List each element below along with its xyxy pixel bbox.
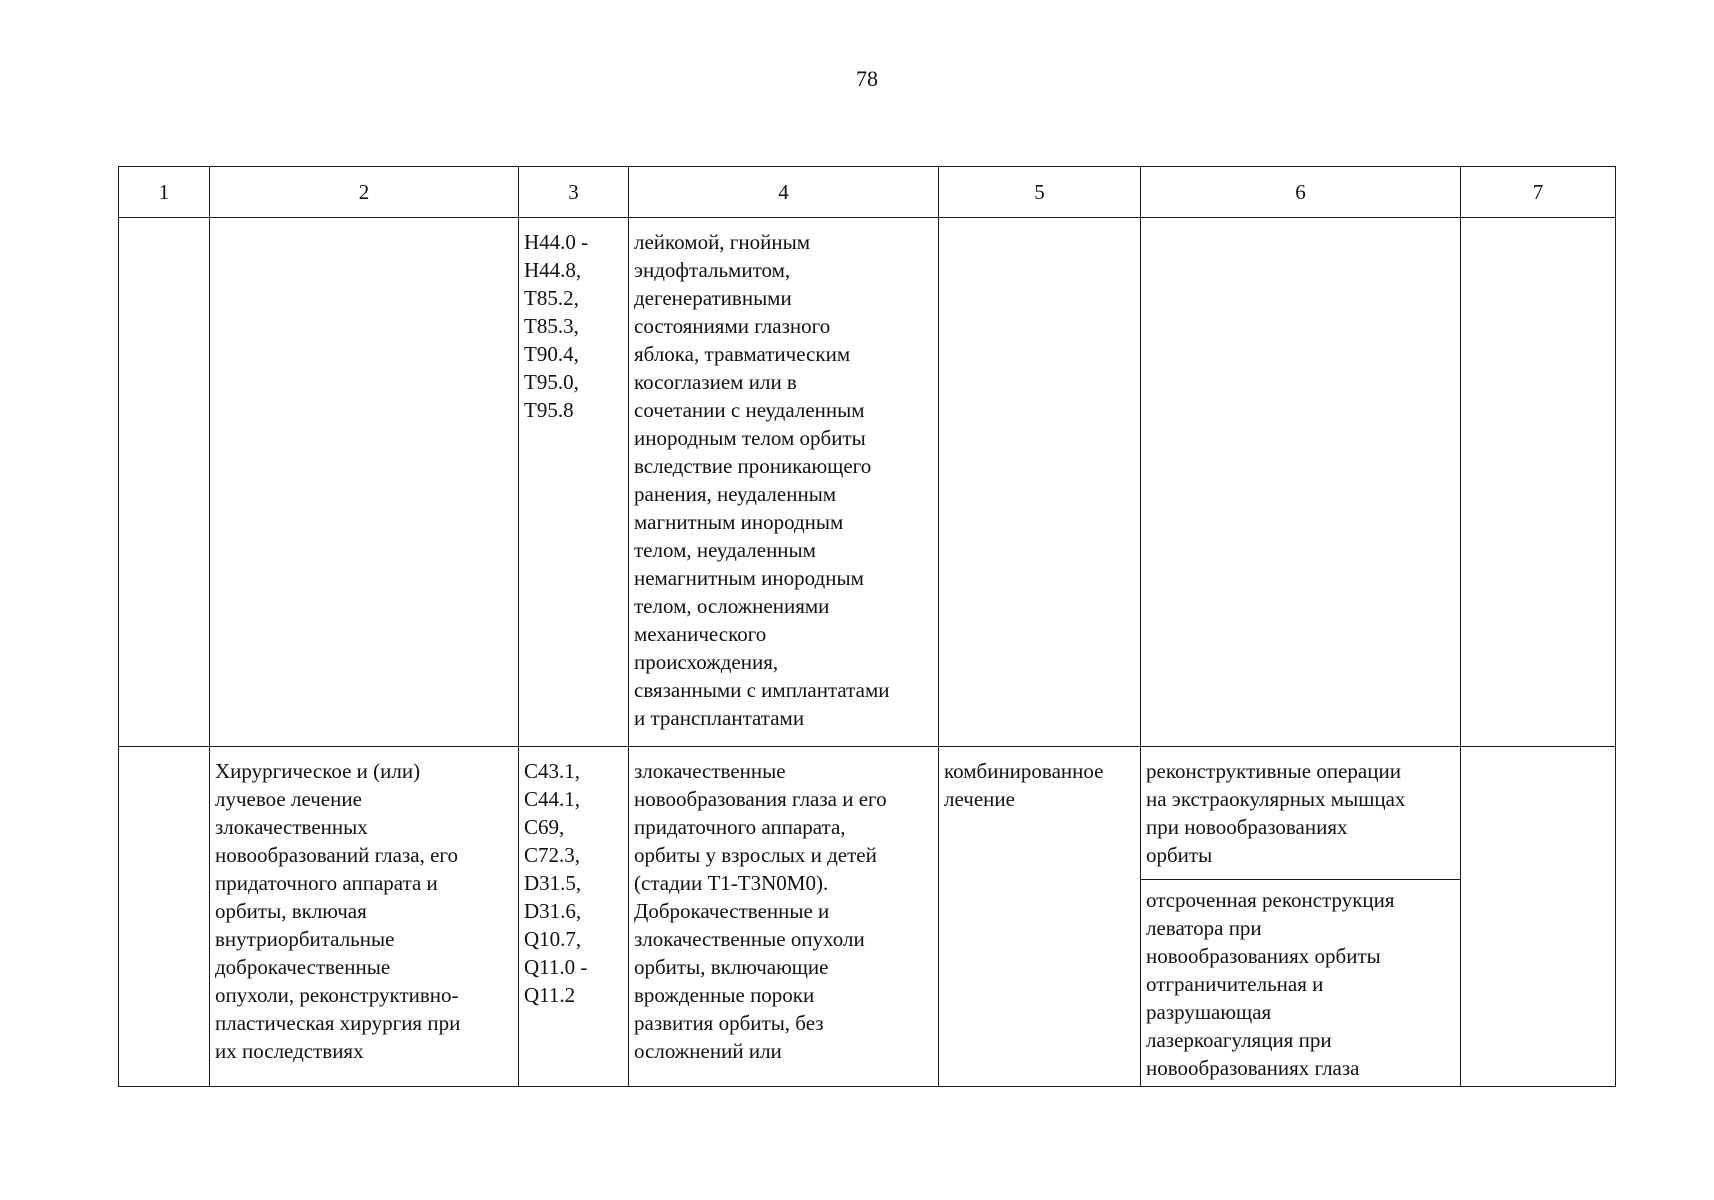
row1-type-cell	[939, 218, 1141, 747]
header-cell-7: 7	[1461, 167, 1616, 218]
header-cell-5: 5	[939, 167, 1141, 218]
header-row	[119, 167, 1616, 218]
header-cell-1: 1	[119, 167, 210, 218]
header-cell-2: 2	[210, 167, 519, 218]
row2-number-cell	[119, 747, 210, 1087]
page-number: 78	[856, 66, 878, 91]
row1-treatment-cell	[210, 218, 519, 747]
header-cell-6: 6	[1141, 167, 1461, 218]
row1-model-cell: лейкомой, гнойным эндофтальмитом, дегенеративными состояниями глазного яблока, травматическим косоглазием или в сочетании с неудаленным инородным телом орбиты вследствие проникающего ранения, неудаленным магнитным инородным телом, неудаленным немагнитным инородным телом, осложнениями механического происхождения, связанными с имплантатами и трансплантатами	[629, 218, 939, 747]
header-cell-3: 3	[519, 167, 629, 218]
row2-type-cell: комбинированное лечение	[939, 747, 1141, 1087]
row1-number-cell	[119, 218, 210, 747]
row2-cost-cell	[1461, 747, 1616, 1087]
row1-cost-cell	[1461, 218, 1616, 747]
row1-codes-cell: H44.0 - H44.8, T85.2, T85.3, T90.4, T95.0, T95.8	[519, 218, 629, 747]
services-table	[118, 166, 1616, 1087]
row2-method-cell-a: реконструктивные операции на экстраокулярных мышцах при новообразованиях орбиты	[1141, 747, 1461, 880]
table-row	[119, 747, 1616, 880]
row2-model-cell: злокачественные новообразования глаза и его придаточного аппарата, орбиты у взрослых и детей (стадии T1-T3N0M0). Доброкачественные и злокачественные опухоли орбиты, включающие врожденные пороки развития орбиты, без осложнений или	[629, 747, 939, 1087]
table-row	[119, 218, 1616, 747]
row1-method-cell	[1141, 218, 1461, 747]
row2-treatment-cell: Хирургическое и (или) лучевое лечение злокачественных новообразований глаза, его придаточного аппарата и орбиты, включая внутриорбитальные доброкачественные опухоли, реконструктивно- пластическая хирургия при их последствиях	[210, 747, 519, 1087]
header-cell-4: 4	[629, 167, 939, 218]
row2-method-cell-b: отсроченная реконструкция леватора при новообразованиях орбиты отграничительная и разрушающая лазеркоагуляция при новообразованиях глаза	[1141, 880, 1461, 1087]
row2-codes-cell: C43.1, C44.1, C69, C72.3, D31.5, D31.6, Q10.7, Q11.0 - Q11.2	[519, 747, 629, 1087]
